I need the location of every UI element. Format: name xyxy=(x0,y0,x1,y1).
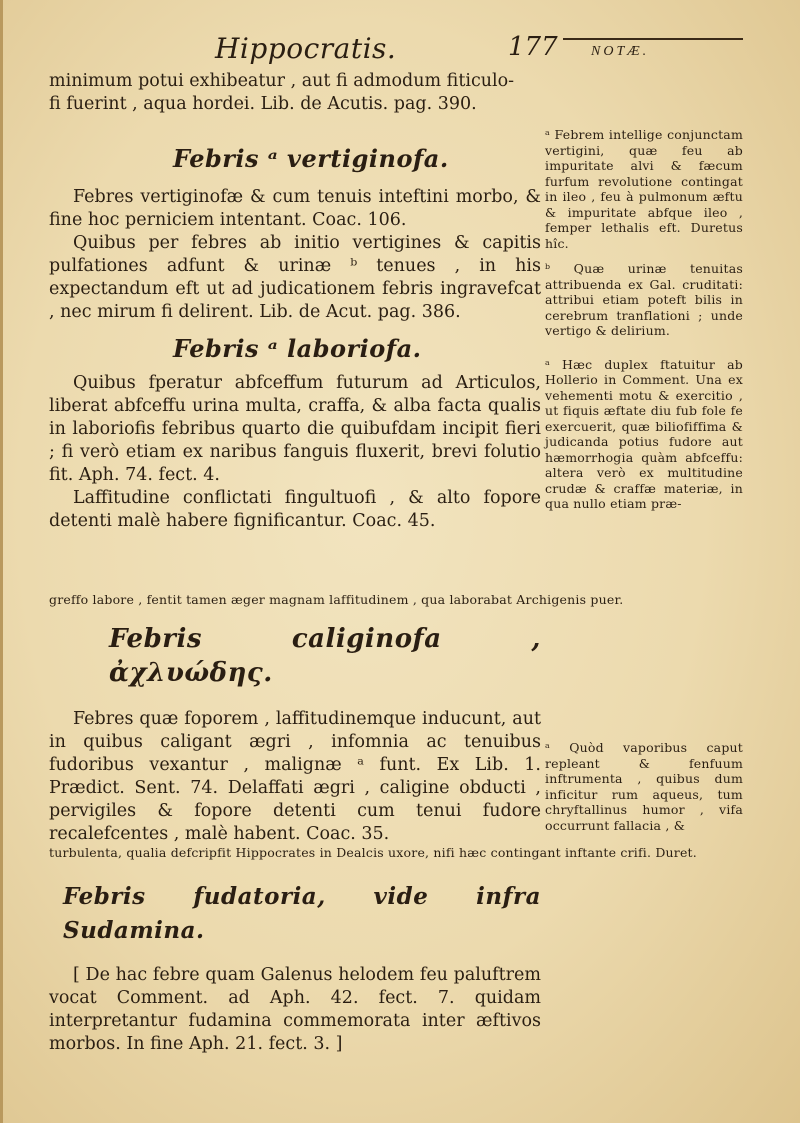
main-column-lower xyxy=(49,612,541,846)
side-notes xyxy=(545,127,743,512)
main-column xyxy=(49,70,541,533)
paragraph: Laffitudine conflictati fingultuofi , & alto fopore detenti malè habere fignificantur. Coac. 45. xyxy=(49,488,541,531)
heading-febris-caliginosa: Febris caliginofa , ἀχλυώδης. xyxy=(109,624,541,688)
text-line: fi fuerint , aqua hordei. Lib. de Acutis. pag. 390. xyxy=(49,94,477,114)
notes-rule xyxy=(563,38,743,66)
text-line: minimum potui exhibeatur , aut fi admodum fiticulo- xyxy=(49,71,515,91)
heading-febris-laboriosa: Febris ᵃ laboriofa. xyxy=(173,334,422,363)
spanning-note-line: greffo labore , fentit tamen æger magnam laffitudinem , qua laborabat Archigenis puer. xyxy=(49,592,624,607)
side-notes-lower xyxy=(545,740,743,833)
spanning-note-line: turbulenta, qualia defcripfit Hippocrates in Dealcis uxore, nifi hæc contingant inftante crifi. Duret. xyxy=(49,845,697,860)
heading-febris-vertiginosa: Febris ᵃ vertiginofa. xyxy=(173,144,449,173)
heading-febris-sudatoria: Febris fudatoria, vide infra Sudamina. xyxy=(63,883,541,944)
note-a-caliginosa: ᵃ Quòd vaporibus caput repleant & fenfuum inftrumenta , quibus dum inficitur rum aqueus, tum chryftallinus humor , vifa occurrunt fallacia , & xyxy=(545,740,743,833)
note-a-vertiginosa: ᵃ Febrem intellige conjunctam vertigini, quæ feu ab impuritate alvi & fæcum furfum revolutione contingat in ileo , feu à pulmonum æftu & impuritate abfque ileo , femper lethalis eft. Duretus hîc. xyxy=(545,127,743,251)
page-number: 177 xyxy=(508,32,558,62)
paragraph: Quibus per febres ab initio vertigines & capitis pulfationes adfunt & urinæ ᵇ tenues , in his expectandum eft ut ad judicationem febris ingravefcat , nec mirum fi delirent. Lib. de Acut. pag. 386. xyxy=(49,233,541,322)
note-b-urine: ᵇ Quæ urinæ tenuitas attribuenda ex Gal. cruditati: attribui etiam poteft bilis in cerebrum tranflationi ; unde vertigo & delirium. xyxy=(545,261,743,338)
note-a-laboriosa: ᵃ Hæc duplex ftatuitur ab Hollerio in Comment. Una ex vehementi motu & exercitio , ut fiquis æftate diu fub fole fe exercuerit, quæ biliofiffima & judicanda potius fudore aut hæmorrhogia quàm abfceffu: altera verò ex multitudine crudæ & craffæ materiæ, in qua nullo etiam præ- xyxy=(545,356,743,511)
paragraph: [ De hac febre quam Galenus helodem feu paluftrem vocat Comment. ad Aph. 42. fect. 7. quidam interpretantur fudamina commemorata inter æftivos morbos. In fine Aph. 21. fect. 3. ] xyxy=(49,965,541,1054)
paragraph: Febres quæ foporem , laffitudinemque inducunt, aut in quibus caligant ægri , infomnia ac tenuibus fudoribus vexantur , malignæ ᵃ funt. Ex Lib. 1. Prædict. Sent. 74. Delaffati ægri , caligine obducti , pervigiles & fopore detenti cum tenui fudore recalefcentes , malè habent. Coac. 35. xyxy=(49,709,541,844)
running-title: Hippocratis. xyxy=(215,32,397,65)
page-header xyxy=(3,28,800,72)
main-column-bottom xyxy=(49,866,541,1056)
notes-label: NOTÆ. xyxy=(591,44,650,59)
paragraph: Febres vertiginofæ & cum tenuis inteftini morbo, & fine hoc perniciem intentant. Coac. 106. xyxy=(49,187,541,230)
paragraph: Quibus fperatur abfceffum futurum ad Articulos, liberat abfceffu urina multa, craffa, & alba facta qualis in laboriofis febribus quarto die quibufdam incipit fieri ; fi verò etiam ex naribus fanguis fluxerit, brevi folutio fit. Aph. 74. fect. 4. xyxy=(49,373,541,485)
